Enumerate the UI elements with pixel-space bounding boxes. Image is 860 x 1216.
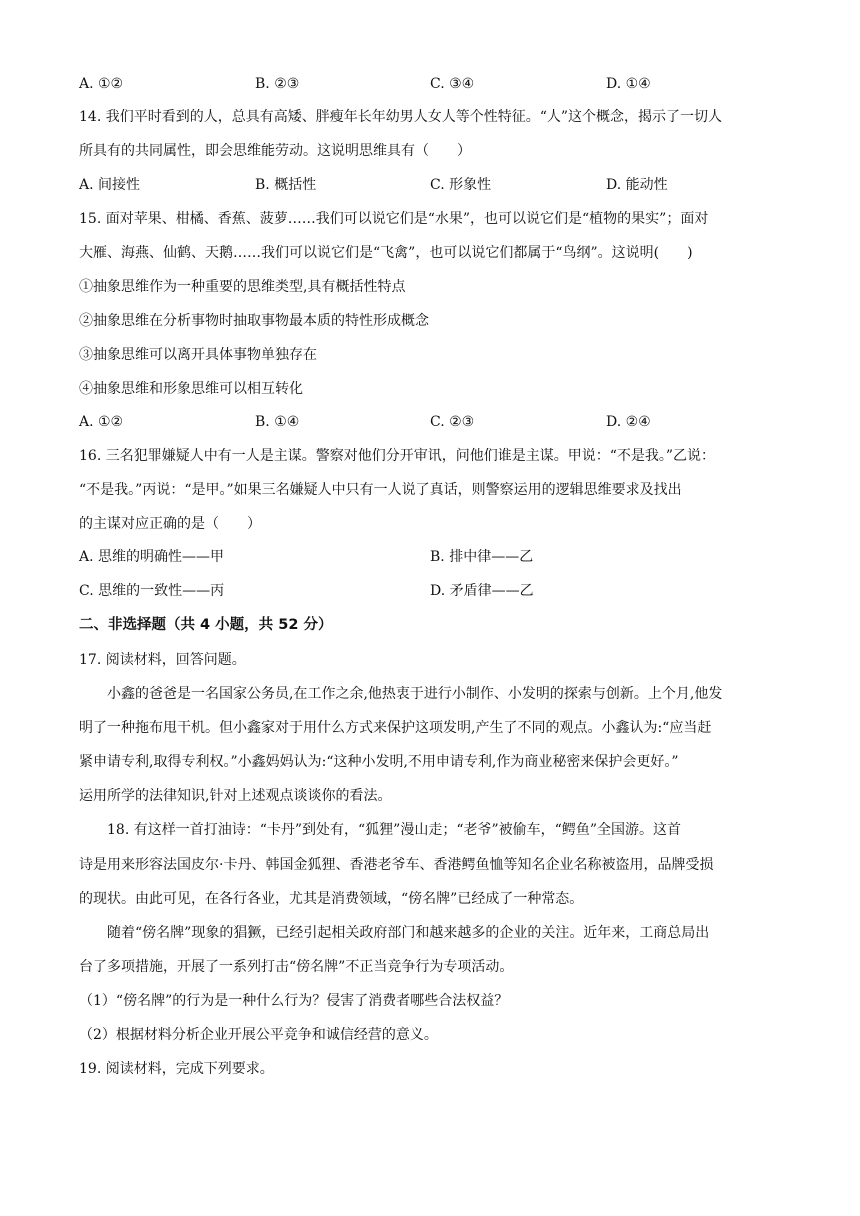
q15-item-1: ①抽象思维作为一种重要的思维类型,具有概括性特点 [79,279,406,295]
q14-option-c: C. 形象性 [430,177,492,193]
q17-title: 17. 阅读材料，回答问题。 [79,652,246,668]
q18-subquestion-1: （1）“傍名牌”的行为是一种什么行为？侵害了消费者哪些合法权益？ [79,993,509,1009]
q16-option-d: D. 矛盾律——乙 [430,583,534,599]
q15-stem-line2: 大雁、海燕、仙鹤、天鹅……我们可以说它们是“飞禽”，也可以说它们都属于“鸟纲”。这说明( ) [79,245,693,261]
q16-option-b: B. 排中律——乙 [430,549,534,565]
q18-subquestion-2: （2）根据材料分析企业开展公平竞争和诚信经营的意义。 [79,1027,438,1043]
q17-material-line1: 小鑫的爸爸是一名国家公务员,在工作之余,他热衷于进行小制作、小发明的探索与创新。上个月,他发 [107,686,723,702]
q17-material-line3: 紧申请专利,取得专利权。”小鑫妈妈认为:“这种小发明,不用申请专利,作为商业秘密来保护会更好。” [79,754,679,770]
q13-option-d: D. ①④ [606,76,651,92]
q18-material-line2: 诗是用来形容法国皮尔·卡丹、韩国金狐狸、香港老爷车、香港鳄鱼恤等知名企业名称被盗用，品牌受损 [79,857,714,873]
q15-item-3: ③抽象思维可以离开具体事物单独存在 [79,347,317,363]
q16-option-c: C. 思维的一致性——丙 [79,583,225,599]
q18-material-line1: 18. 有这样一首打油诗：“卡丹”到处有，“狐狸”漫山走；“老爷”被偷车，“鳄鱼”全国游。这首 [107,822,681,838]
q15-item-2: ②抽象思维在分析事物时抽取事物最本质的特性形成概念 [79,313,429,329]
q14-stem-line2: 所具有的共同属性，即会思维能劳动。这说明思维具有（ ） [79,143,471,159]
q16-stem-line2: “不是我。”丙说：“是甲。”如果三名嫌疑人中只有一人说了真话，则警察运用的逻辑思维要求及找出 [79,482,682,498]
q15-item-4: ④抽象思维和形象思维可以相互转化 [79,381,303,397]
q18-material-line5: 台了多项措施，开展了一系列打击“傍名牌”不正当竞争行为专项活动。 [79,959,514,975]
q16-stem-line3: 的主谋对应正确的是（ ） [79,516,261,532]
q13-option-a: A. ①② [79,76,124,92]
q13-option-c: C. ③④ [430,76,475,92]
q15-option-c: C. ②③ [430,414,475,430]
q19-title: 19. 阅读材料，完成下列要求。 [79,1061,274,1077]
q17-material-line2: 明了一种拖布甩干机。但小鑫家对于用什么方式来保护这项发明,产生了不同的观点。小鑫认为:“应当赶 [79,720,712,736]
q15-option-b: B. ①④ [255,414,300,430]
q15-option-d: D. ②④ [606,414,651,430]
q14-stem-line1: 14. 我们平时看到的人，总具有高矮、胖瘦年长年幼男人女人等个性特征。“人”这个概念，揭示了一切人 [79,109,723,125]
q15-option-a: A. ①② [79,414,124,430]
q13-option-b: B. ②③ [255,76,300,92]
q18-material-line4: 随着“傍名牌”现象的猖獗，已经引起相关政府部门和越来越多的企业的关注。近年来，工商总局出 [107,925,710,941]
section-2-title: 二、非选择题（共 4 小题，共 52 分） [79,617,333,633]
q16-stem-line1: 16. 三名犯罪嫌疑人中有一人是主谋。警察对他们分开审讯，问他们谁是主谋。甲说：“不是我。”乙说： [79,448,716,464]
q17-material-line4: 运用所学的法律知识,针对上述观点谈谈你的看法。 [79,788,392,804]
q16-option-a: A. 思维的明确性——甲 [79,549,225,565]
q18-material-line3: 的现状。由此可见，在各行各业，尤其是消费领域，“傍名牌”已经成了一种常态。 [79,891,584,907]
q15-stem-line1: 15. 面对苹果、柑橘、香蕉、菠萝……我们可以说它们是“水果”，也可以说它们是“植物的果实”；面对 [79,211,709,227]
q14-option-b: B. 概括性 [255,177,317,193]
q14-option-a: A. 间接性 [79,177,141,193]
q14-option-d: D. 能动性 [606,177,668,193]
